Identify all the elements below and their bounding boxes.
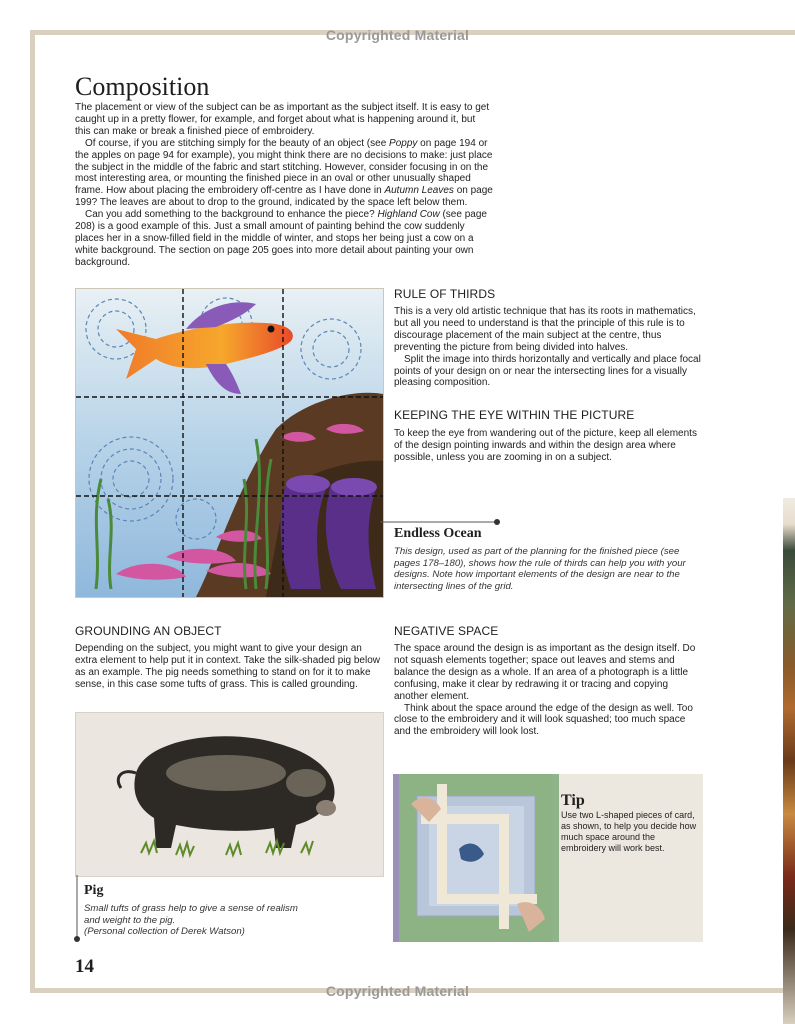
rule-of-thirds-text xyxy=(394,306,704,389)
endless-ocean-image xyxy=(75,288,384,598)
tip-box xyxy=(393,774,703,942)
intro-paragraph-2 xyxy=(75,138,493,209)
intro-p3-part-a: Can you add something to the background to enhance the piece? xyxy=(85,209,378,221)
intro-paragraph-3 xyxy=(75,209,493,269)
intro-paragraph-1: The placement or view of the subject can be as important as the subject itself. It is easy to get caught up in a pretty flower, for example, and forget about what is happening around it, but this can make or break a finished piece of embroidery. xyxy=(75,102,490,137)
page-frame-left xyxy=(30,30,35,993)
pig-caption-line-2: (Personal collection of Derek Watson) xyxy=(84,926,245,938)
tip-photo xyxy=(393,774,559,942)
endless-ocean-illustration xyxy=(76,289,383,597)
endless-ocean-title: Endless Ocean xyxy=(394,526,482,541)
keeping-eye-text: To keep the eye from wandering out of the picture, keep all elements of the design pointing inwards and within the design area where possible, unless you are zooming in on a subject. xyxy=(394,428,697,463)
tip-title: Tip xyxy=(561,792,585,809)
intro-p3-part-b: (see page 208) is a good example of this. Just a small amount of painting behind the cow suddenly places her in a snow-filled field in the middle of winter, and stops her being just a cow on a white background. The section on page 205 goes into more detail about painting your own background. xyxy=(75,209,487,268)
grounding-title: GROUNDING AN OBJECT xyxy=(75,624,222,638)
rule-of-thirds-paragraph-1: This is a very old artistic technique that has its roots in mathematics, but all you need to understand is that the principle of this rule is to discourage placement of the main subject at the centre, thus preventing the picture from being divided into halves. xyxy=(394,306,696,353)
caption-connector-pig xyxy=(73,875,81,945)
pig-caption-line-1: Small tufts of grass help to give a sense of realism and weight to the pig. xyxy=(84,903,298,926)
pig-caption xyxy=(84,903,314,938)
intro-p2-part-c: on page 199? The leaves are about to drop to the ground, indicated by the space left below them. xyxy=(75,185,493,209)
pig-image xyxy=(75,712,384,877)
rule-of-thirds-title: RULE OF THIRDS xyxy=(394,287,496,301)
negative-space-title: NEGATIVE SPACE xyxy=(394,624,499,638)
intro-p2-part-a: Of course, if you are stitching simply for the beauty of an object (see xyxy=(85,137,390,149)
page-heading: Composition xyxy=(75,72,210,101)
intro-p2-poppy: Poppy xyxy=(389,137,418,149)
pig-illustration xyxy=(76,713,383,876)
grounding-text: Depending on the subject, you might want to give your design an extra element to help put it in context. Take the silk-shaded pig below as an example. The pig needs something to stand on for it to make sense, in this case some tufts of grass. This is called grounding. xyxy=(75,643,380,690)
rule-of-thirds-paragraph-2: Split the image into thirds horizontally and vertically and place focal points of your design on or near the intersecting lines for a visually pleasing composition. xyxy=(394,353,701,389)
adjacent-page-strip xyxy=(783,498,795,1024)
intro-p3-cow: Highland Cow xyxy=(377,209,440,221)
watermark-top: Copyrighted Material xyxy=(325,27,470,43)
tip-photo-illustration xyxy=(399,774,553,942)
intro-p2-autumn: Autumn Leaves xyxy=(384,185,454,197)
negative-space-paragraph-2: Think about the space around the edge of the design as well. Too close to the embroidery and it will look squashed; too much space and the embroidery will look lost. xyxy=(394,702,693,738)
negative-space-paragraph-1: The space around the design is as important as the design itself. Do not squash elements together; space out leaves and stems and balance the design as a whole. If an area of a photograph is a little confusing, make it clear by redrawing it or tracing and copying another element. xyxy=(394,643,696,702)
watermark-bottom: Copyrighted Material xyxy=(325,983,470,999)
intro-text xyxy=(75,102,493,269)
intro-p2-part-b: on page 194 or the apples on page 94 for example), you might think there are no decisions to make: just place the subject in the middle of the fabric and start stitching. However, consider focusing in on the most interesting area, or mounting the finished piece in an oval or other unusually shaped frame. How about placing the embroidery off-centre as I have done in xyxy=(75,137,493,197)
negative-space-text xyxy=(394,643,704,738)
page-number: 14 xyxy=(75,956,94,977)
tip-text: Use two L-shaped pieces of card, as shown, to help you decide how much space around the embroidery will work best. xyxy=(561,810,697,853)
keeping-eye-title: KEEPING THE EYE WITHIN THE PICTURE xyxy=(394,408,635,422)
endless-ocean-caption: This design, used as part of the planning for the finished piece (see pages 178–180), shows how the rule of thirds can help you with your designs. Note how important elements of the design are near to the intersecting lines of the grid. xyxy=(394,546,686,592)
pig-title: Pig xyxy=(84,883,104,898)
